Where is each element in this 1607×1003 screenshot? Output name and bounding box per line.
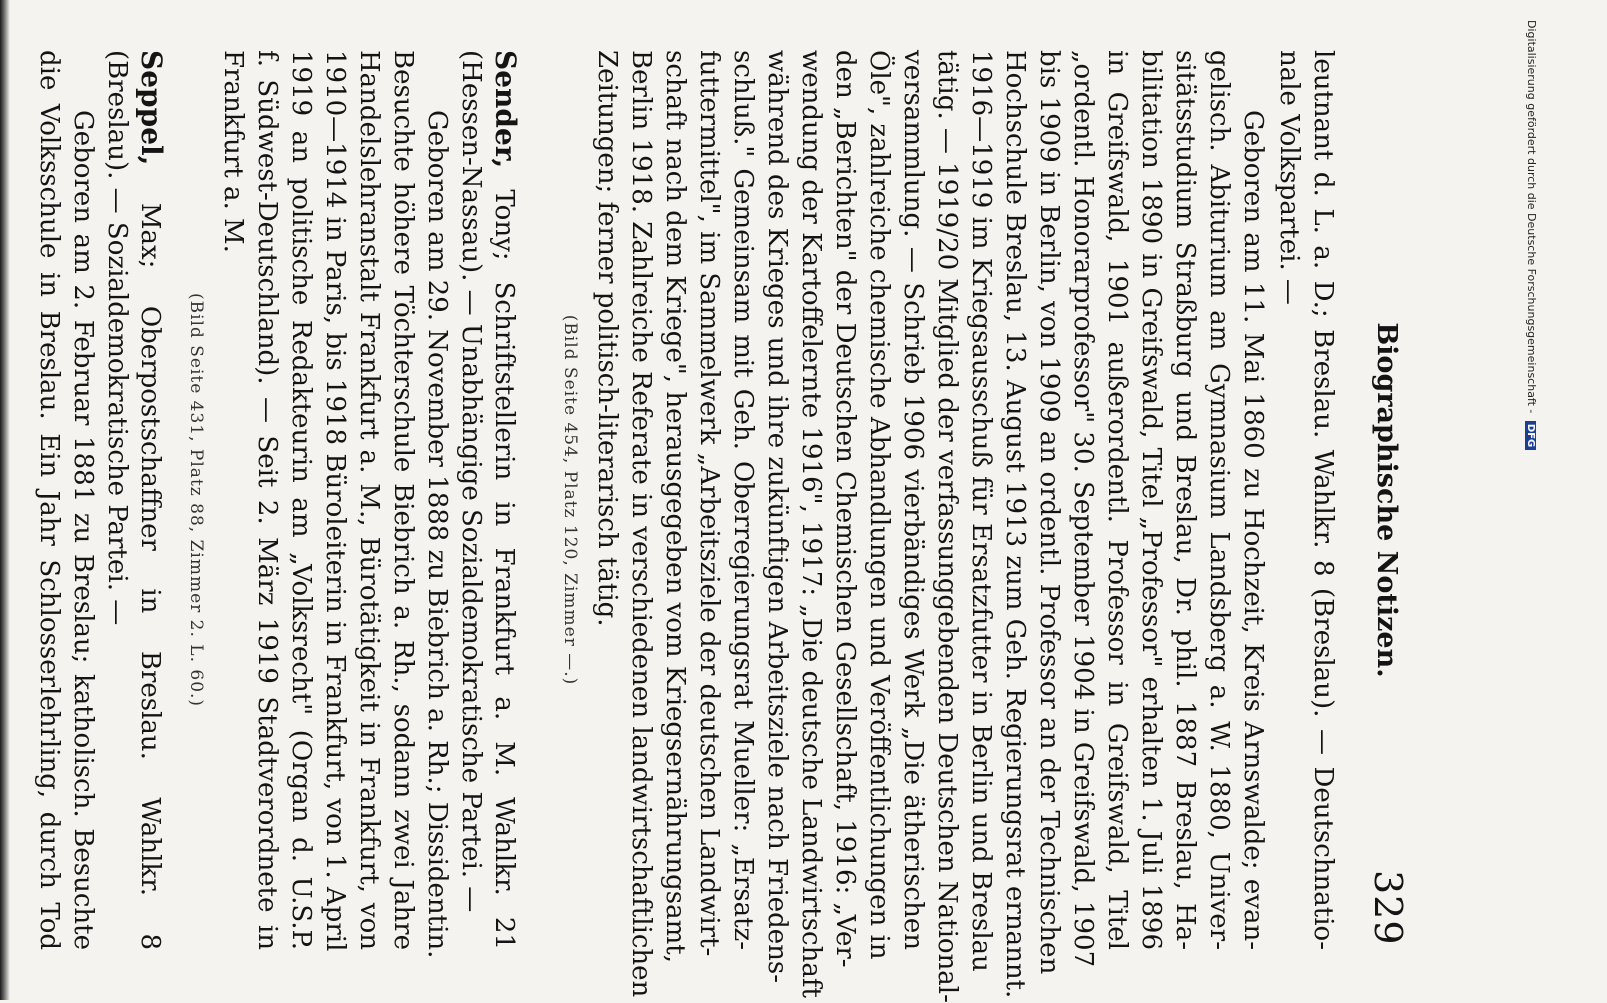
text-line: 1916—1919 im Kriegsausschuß für Ersatzfutter in Berlin und Breslau — [966, 50, 996, 972]
text-line: die Volksschule in Breslau. Ein Jahr Schlosserlehrling, durch Tod — [34, 50, 64, 950]
entry-heading-line — [133, 50, 168, 950]
text-line: Handelslehranstalt Frankfurt a. M., Bürotätigkeit in Frankfurt, von — [354, 50, 384, 950]
text-line: Geboren am 2. Februar 1881 zu Breslau; katholisch. Besuchte — [68, 110, 98, 950]
text-line: Hochschule Breslau, 13. August 1913 zum Geh. Regierungsrat ernannt. — [1000, 50, 1030, 999]
running-title: Biographische Notizen. — [1371, 322, 1402, 678]
digitization-note-text: Digitalisierung gefördert durch die Deutsche Forschungsgemeinschaft - — [1525, 20, 1538, 414]
text-line: gelisch. Abiturium am Gymnasium Landsberg a. W. 1880, Univer- — [1204, 50, 1234, 950]
text-line: versammlung. — Schrieb 1906 vierbändiges Werk „Die ätherischen — [898, 50, 928, 950]
image-caption: (Bild Seite 454, Platz 120, Zimmer —.) — [560, 314, 580, 686]
text-line: den „Berichten" der Deutschen Chemischen Gesellschaft, 1916: „Ver- — [830, 50, 860, 968]
text-line: sitätsstudium Straßburg und Breslau, Dr. phil. 1887 Breslau, Ha- — [1170, 50, 1200, 950]
text-line: futtermittel", im Sammelwerk „Arbeitsziele der deutschen Landwirt- — [694, 50, 724, 957]
dfg-logo: DFG — [1525, 421, 1536, 450]
entry-name: Sender, — [489, 50, 522, 169]
text-line: bilitation 1890 in Greifswald, Titel „Professor" erhalten 1. Juli 1896 — [1136, 50, 1166, 950]
page-number: 329 — [1366, 870, 1410, 946]
entry-heading-text: Max; Oberpostschaffner in Breslau. Wahlkr. 8 — [135, 165, 165, 950]
text-line: Geboren am 29. November 1888 zu Biebrich a. Rh.; Dissidentin. — [422, 110, 452, 959]
entry-name: Seppel, — [135, 50, 168, 166]
scanned-page — [34, 50, 1410, 1003]
text-line: während des Krieges und ihre zukünftigen Arbeitsziele nach Friedens- — [762, 50, 792, 984]
image-caption: (Bild Seite 431, Platz 88, Zimmer 2. L. 60.) — [186, 292, 206, 708]
digitization-note — [1522, 20, 1538, 980]
text-line: wendung der Kartoffelernte 1916", 1917: „Die deutsche Landwirtschaft — [796, 50, 826, 998]
text-line: (Breslau). — Sozialdemokratische Partei. — — [102, 50, 132, 626]
text-line: Berlin 1918. Zahlreiche Referate in verschiedenen landwirtschaftlichen — [626, 50, 656, 998]
page-header — [1350, 50, 1410, 950]
entry-heading-line — [487, 50, 522, 950]
text-line: (Hessen-Nassau). — Unabhängige Sozialdemokratische Partei. — — [456, 50, 486, 913]
text-line: 1910—1914 in Paris, bis 1918 Büroleiterin in Frankfurt, von 1. April — [320, 50, 350, 952]
text-line: bis 1909 in Berlin, von 1909 an ordentl. Professor an der Technischen — [1034, 50, 1064, 975]
text-line: 1919 an politische Redakteurin am „Volksrecht" (Organ d. U.S.P. — [286, 50, 316, 950]
text-line: Zeitungen; ferner politisch-literarisch tätig. — [592, 50, 622, 627]
book-binding-edge — [0, 0, 10, 1000]
text-line: leutnant d. L. a. D.; Breslau. Wahlkr. 8 (Breslau). — Deutschnatio- — [1308, 50, 1338, 950]
text-line: „ordentl. Honorarprofessor" 30. September 1904 in Greifswald, 1907 — [1068, 50, 1098, 968]
text-line: Frankfurt a. M. — [218, 50, 248, 253]
text-line: Öle", zahlreiche chemische Abhandlungen und Veröffentlichungen in — [864, 50, 894, 960]
text-line: schaft nach dem Kriege", herausgegeben vom Kriegsernährungsamt, — [660, 50, 690, 963]
text-line: f. Südwest-Deutschland). — Seit 2. März 1919 Stadtverordnete in — [252, 50, 282, 950]
text-line: Besuchte höhere Töchterschule Biebrich a. Rh., sodann zwei Jahre — [388, 50, 418, 950]
entry-heading-text: Tony; Schriftstellerin in Frankfurt a. M. Wahlkr. 21 — [489, 168, 519, 950]
text-line: Geboren am 11. Mai 1860 zu Hochzeit, Kreis Arnswalde; evan- — [1238, 110, 1268, 950]
text-line: tätig. — 1919/20 Mitglied der verfassunggebenden Deutschen National- — [932, 50, 962, 1003]
text-line: in Greifswald, 1901 außerordentl. Professor in Greifswald, Titel — [1102, 50, 1132, 950]
text-line: nale Volkspartei. — — [1274, 50, 1304, 305]
text-line: schluß." Gemeinsam mit Geh. Oberregierungsrat Mueller: „Ersatz- — [728, 50, 758, 950]
